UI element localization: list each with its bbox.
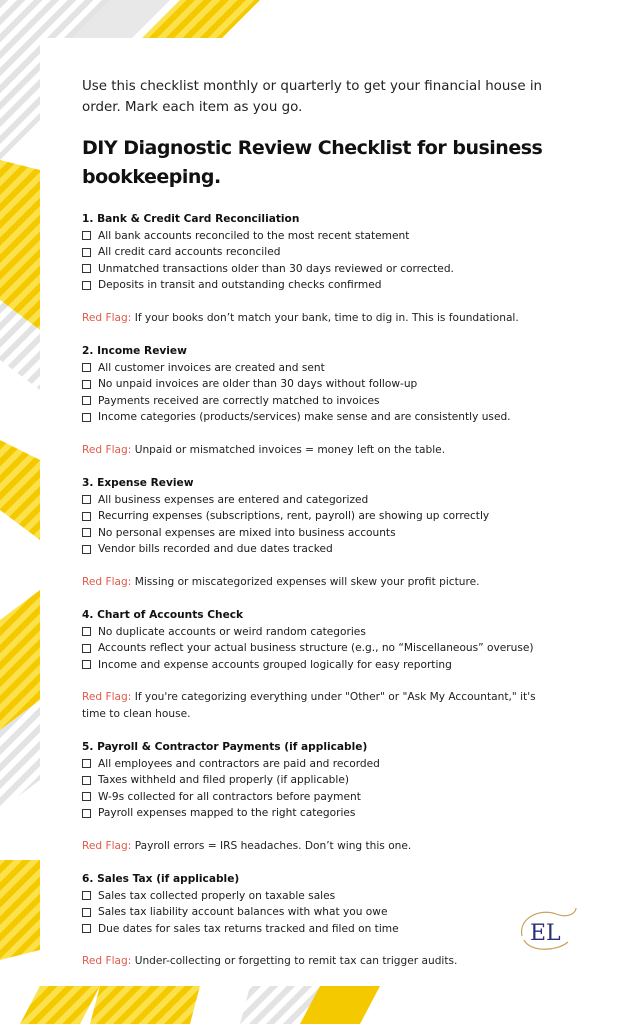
checklist-item[interactable] <box>82 525 562 542</box>
checklist-item[interactable] <box>82 624 562 641</box>
checklist-item-label: No personal expenses are mixed into business accounts <box>98 526 396 539</box>
checklist-item[interactable] <box>82 261 562 278</box>
checkbox[interactable] <box>82 231 91 240</box>
red-flag-note <box>82 442 562 459</box>
checkbox[interactable] <box>82 660 91 669</box>
checklist-item-label: All business expenses are entered and categorized <box>98 493 369 506</box>
checklist-item-label: Income and expense accounts grouped logically for easy reporting <box>98 658 452 671</box>
checklist-item[interactable] <box>82 393 562 410</box>
checklist-item-label: W-9s collected for all contractors before payment <box>98 790 361 803</box>
checklist-item[interactable] <box>82 888 562 905</box>
checklist-item-label: All employees and contractors are paid and recorded <box>98 757 380 770</box>
checklist-item[interactable] <box>82 772 562 789</box>
red-flag-text: Unpaid or mismatched invoices = money left on the table. <box>134 443 446 456</box>
checklist-item[interactable] <box>82 657 562 674</box>
section-title: 1. Bank & Credit Card Reconciliation <box>82 213 300 225</box>
checkbox[interactable] <box>82 363 91 372</box>
el-logo <box>516 906 580 954</box>
checklist-item-label: All customer invoices are created and sent <box>98 361 325 374</box>
checkbox[interactable] <box>82 512 91 521</box>
checkbox[interactable] <box>82 413 91 422</box>
checklist-item[interactable] <box>82 805 562 822</box>
checklist-item-label: Recurring expenses (subscriptions, rent, payroll) are showing up correctly <box>98 510 490 522</box>
checkbox[interactable] <box>82 248 91 257</box>
checklist-item[interactable] <box>82 244 562 261</box>
section-title: 5. Payroll & Contractor Payments (if applicable) <box>82 741 368 753</box>
section-6 <box>82 871 562 970</box>
checklist-item-label: Taxes withheld and filed properly (if applicable) <box>98 774 349 786</box>
checklist-item[interactable] <box>82 789 562 806</box>
checklist-item-label: No unpaid invoices are older than 30 days without follow-up <box>98 378 418 390</box>
checkbox[interactable] <box>82 759 91 768</box>
checkbox[interactable] <box>82 281 91 290</box>
checkbox[interactable] <box>82 380 91 389</box>
logo-monogram: EL <box>530 921 561 946</box>
intro-text: Use this checklist monthly or quarterly to get your financial house in order. Mark each item as you go. <box>82 79 543 115</box>
sections-list <box>82 211 562 970</box>
red-flag-text: Missing or miscategorized expenses will skew your profit picture. <box>134 575 480 588</box>
checkbox[interactable] <box>82 809 91 818</box>
checklist-item-label: All credit card accounts reconciled <box>98 246 281 258</box>
checklist-item-label: Sales tax collected properly on taxable sales <box>98 889 336 902</box>
checklist-item-label: Deposits in transit and outstanding checks confirmed <box>98 279 382 291</box>
checkbox[interactable] <box>82 528 91 537</box>
checklist-item[interactable] <box>82 921 562 938</box>
checklist-item-label: Payments received are correctly matched to invoices <box>98 394 380 407</box>
checklist-item[interactable] <box>82 228 562 245</box>
checklist-item[interactable] <box>82 277 562 294</box>
checkbox[interactable] <box>82 264 91 273</box>
checklist-item[interactable] <box>82 409 562 426</box>
checklist-item-label: Due dates for sales tax returns tracked and filed on time <box>98 922 399 935</box>
checklist-item-label: Payroll expenses mapped to the right categories <box>98 807 356 819</box>
red-flag-text: Payroll errors = IRS headaches. Don’t wing this one. <box>134 839 412 852</box>
red-flag-label: Red Flag: <box>82 443 132 456</box>
section-1 <box>82 211 562 326</box>
checklist-item[interactable] <box>82 756 562 773</box>
checklist-item-label: Unmatched transactions older than 30 days reviewed or corrected. <box>98 262 454 275</box>
checklist-item[interactable] <box>82 508 562 525</box>
red-flag-text: If you're categorizing everything under "Other" or "Ask My Accountant," it's time to clean house. <box>82 691 536 720</box>
checklist-item-label: All bank accounts reconciled to the most recent statement <box>98 229 410 242</box>
section-3 <box>82 475 562 590</box>
checkbox[interactable] <box>82 545 91 554</box>
checkbox[interactable] <box>82 396 91 405</box>
red-flag-note <box>82 574 562 591</box>
checklist-item[interactable] <box>82 360 562 377</box>
red-flag-note <box>82 953 562 970</box>
checklist-item[interactable] <box>82 541 562 558</box>
checkbox[interactable] <box>82 924 91 933</box>
section-title: 2. Income Review <box>82 345 187 357</box>
red-flag-note <box>82 838 562 855</box>
section-title: 3. Expense Review <box>82 477 194 489</box>
checklist-item-label: No duplicate accounts or weird random categories <box>98 625 366 638</box>
section-4 <box>82 607 562 722</box>
checkbox[interactable] <box>82 495 91 504</box>
checkbox[interactable] <box>82 908 91 917</box>
checklist-item[interactable] <box>82 492 562 509</box>
checklist-item-label: Sales tax liability account balances with what you owe <box>98 906 388 918</box>
checkbox[interactable] <box>82 776 91 785</box>
red-flag-label: Red Flag: <box>82 691 132 703</box>
checkbox[interactable] <box>82 891 91 900</box>
checklist-item-label: Vendor bills recorded and due dates tracked <box>98 543 333 555</box>
checklist-content <box>82 76 562 987</box>
red-flag-note <box>82 689 562 722</box>
checkbox[interactable] <box>82 627 91 636</box>
red-flag-label: Red Flag: <box>82 575 132 588</box>
checklist-item[interactable] <box>82 904 562 921</box>
red-flag-text: If your books don’t match your bank, time to dig in. This is foundational. <box>134 311 519 324</box>
section-title: 6. Sales Tax (if applicable) <box>82 873 240 885</box>
checklist-item[interactable] <box>82 640 562 657</box>
red-flag-label: Red Flag: <box>82 839 132 852</box>
section-title: 4. Chart of Accounts Check <box>82 609 244 621</box>
red-flag-label: Red Flag: <box>82 311 132 324</box>
red-flag-label: Red Flag: <box>82 955 132 967</box>
red-flag-note <box>82 310 562 327</box>
checklist-item[interactable] <box>82 376 562 393</box>
section-2 <box>82 343 562 458</box>
checklist-item-label: Income categories (products/services) make sense and are consistently used. <box>98 411 511 423</box>
checklist-item-label: Accounts reflect your actual business structure (e.g., no “Miscellaneous” overuse) <box>98 642 534 654</box>
page-title: DIY Diagnostic Review Checklist for business bookkeeping. <box>82 137 543 188</box>
checkbox[interactable] <box>82 792 91 801</box>
checkbox[interactable] <box>82 644 91 653</box>
red-flag-text: Under-collecting or forgetting to remit tax can trigger audits. <box>134 955 458 967</box>
section-5 <box>82 739 562 854</box>
